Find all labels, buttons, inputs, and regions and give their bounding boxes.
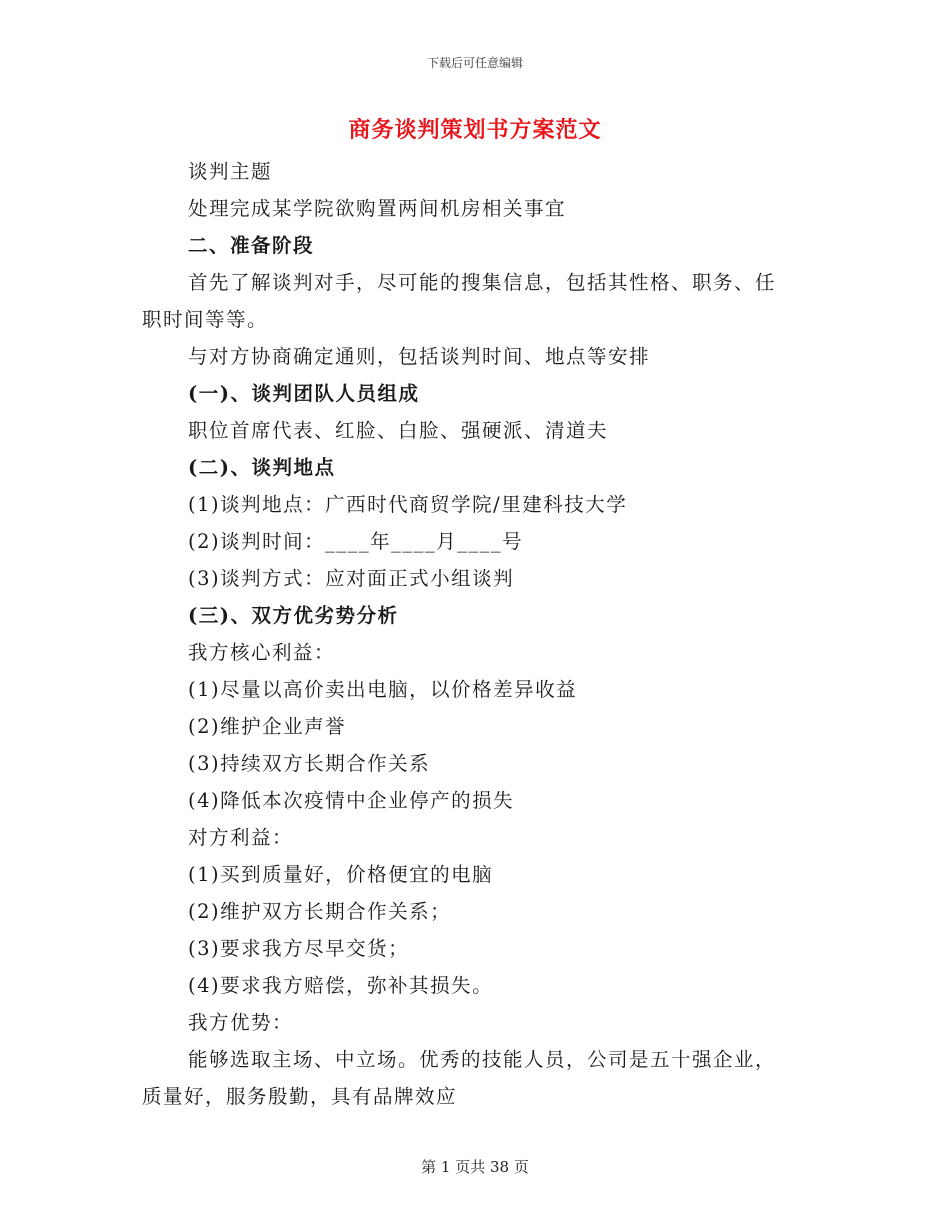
body-line: 处理完成某学院欲购置两间机房相关事宜 [188, 197, 567, 220]
document-title: 商务谈判策划书方案范文 [348, 117, 602, 143]
body-line: (4)降低本次疫情中企业停产的损失 [188, 789, 515, 812]
body-line: 能够选取主场、中立场。优秀的技能人员，公司是五十强企业， [188, 1048, 777, 1071]
body-line: (1)谈判地点：广西时代商贸学院/里建科技大学 [188, 493, 628, 516]
body-line: 质量好，服务殷勤，具有品牌效应 [142, 1085, 458, 1108]
body-line: 职时间等等。 [142, 308, 269, 331]
header-note: 下载后可任意编辑 [426, 56, 523, 70]
section-heading: (三)、双方优劣势分析 [188, 604, 399, 627]
section-heading: 二、准备阶段 [188, 234, 315, 257]
body-line: 与对方协商确定通则，包括谈判时间、地点等安排 [188, 345, 651, 368]
body-line: 我方核心利益： [188, 641, 336, 664]
body-line: (3)要求我方尽早交货； [188, 937, 410, 960]
body-line: 对方利益： [188, 826, 294, 849]
body-line: (1)尽量以高价卖出电脑，以价格差异收益 [188, 678, 578, 701]
body-line: (2)谈判时间：____年____月____号 [188, 530, 524, 553]
body-line: (3)持续双方长期合作关系 [188, 752, 431, 775]
body-line: (2)维护双方长期合作关系； [188, 900, 452, 923]
section-heading: (一)、谈判团队人员组成 [188, 382, 420, 405]
body-line: 谈判主题 [188, 160, 273, 183]
body-line: (4)要求我方赔偿，弥补其损失。 [188, 974, 494, 997]
body-line: (1)买到质量好，价格便宜的电脑 [188, 863, 494, 886]
page-footer: 第 1 页共 38 页 [421, 1158, 529, 1176]
body-line: 首先了解谈判对手，尽可能的搜集信息，包括其性格、职务、任 [188, 271, 777, 294]
body-line: (2)维护企业声誉 [188, 715, 347, 738]
document-body [142, 153, 808, 1115]
body-line: (3)谈判方式：应对面正式小组谈判 [188, 567, 515, 590]
body-line: 职位首席代表、红脸、白脸、强硬派、清道夫 [188, 419, 609, 442]
body-line: 我方优势： [188, 1011, 294, 1034]
section-heading: (二)、谈判地点 [188, 456, 336, 479]
